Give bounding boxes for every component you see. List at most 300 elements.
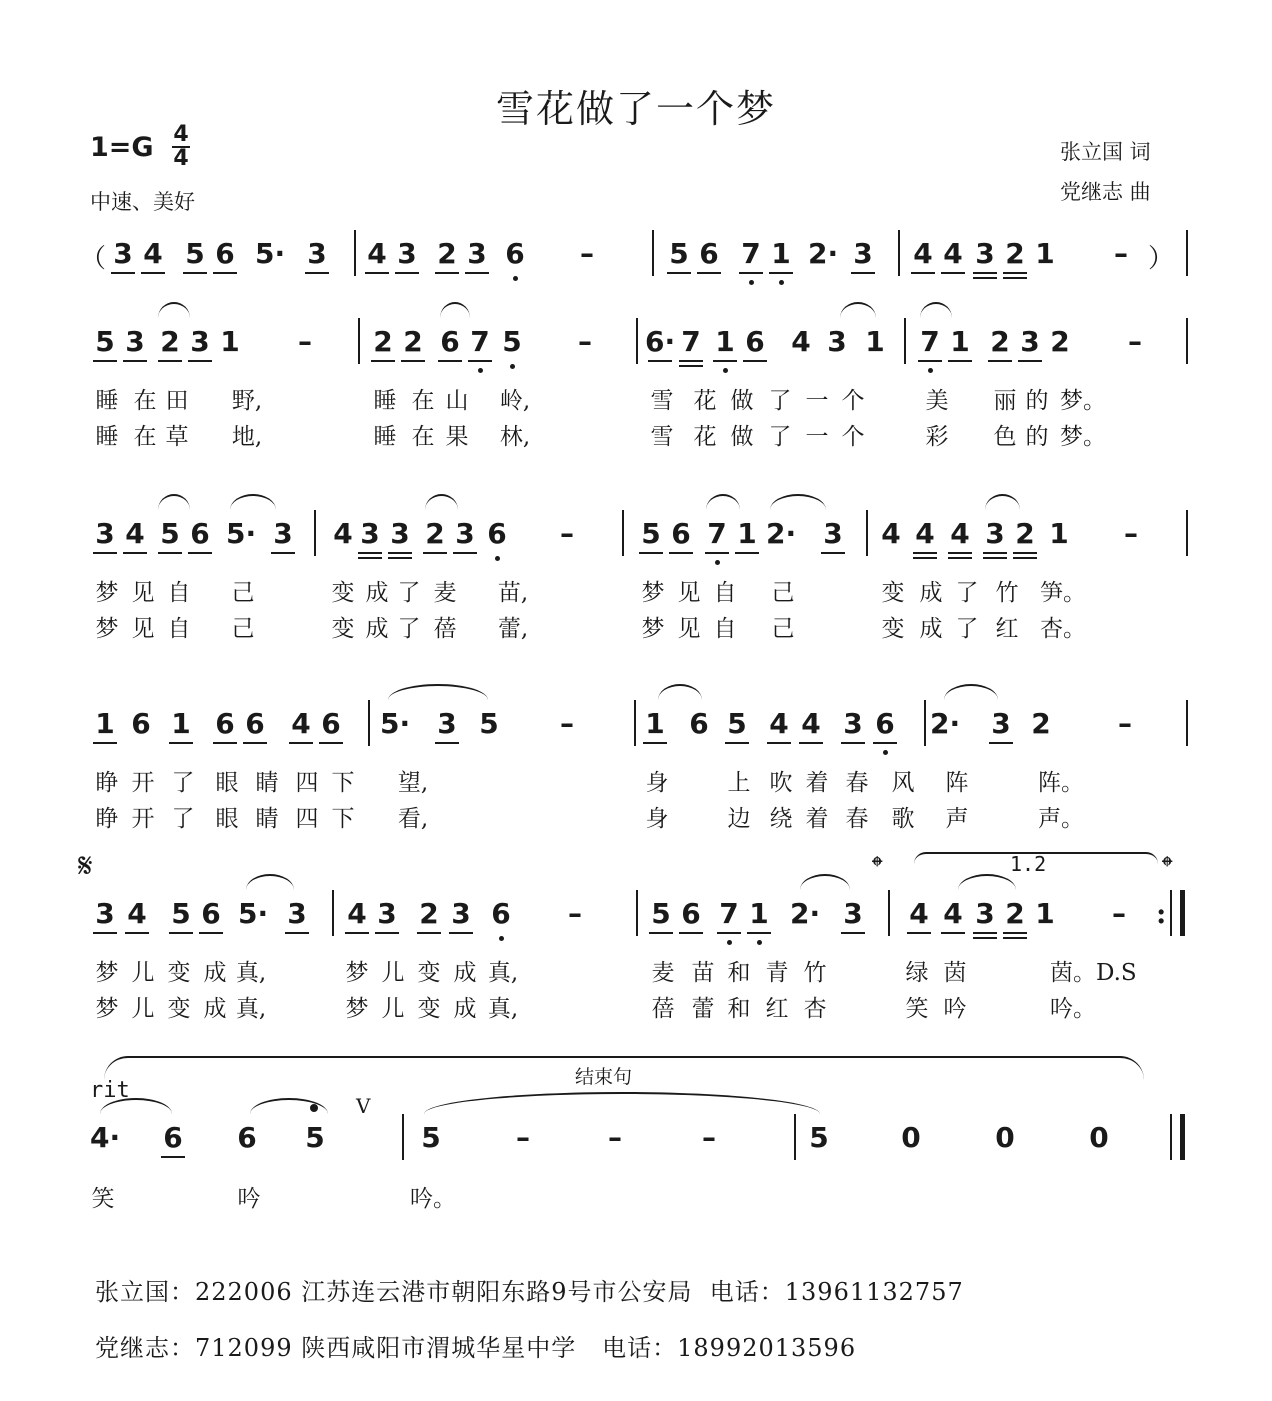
line-4-repeat-dots: : <box>1156 897 1167 930</box>
line-2-note: 3 <box>980 518 1010 550</box>
line-5-slur <box>424 1092 820 1114</box>
intro-note: 1 <box>1035 237 1055 270</box>
line-4-note: 3 <box>90 898 120 930</box>
line-2-slur <box>706 494 740 510</box>
line-2-verse2-lyric: 蕾, <box>497 616 529 642</box>
line-2-note: 4 <box>881 517 901 550</box>
line-3-verse1-lyric: 望, <box>397 770 429 796</box>
line-2-barline <box>314 510 316 556</box>
line-2-note: 4 <box>945 518 975 550</box>
line-1-verse1-lyric: 田 <box>165 388 189 414</box>
line-2-note: 6 <box>666 518 696 550</box>
line-2-verse1-lyric: 自 <box>167 580 191 606</box>
line-3-verse1-lyric: 吹 <box>769 770 793 796</box>
line-1-verse2-lyric: 彩 <box>925 424 949 450</box>
line-4-verse2-lyric: 吟 <box>943 996 967 1022</box>
line-1-note: 1 <box>865 325 885 358</box>
line-4-note: 3 <box>372 898 402 930</box>
intro-low-octave-dot <box>749 280 754 285</box>
line-4-verse1-lyric: 变 <box>167 960 191 986</box>
line-2-verse1-lyric: 自 <box>713 580 737 606</box>
line-2-slur <box>425 494 458 510</box>
line-1-verse1-lyric: 睡 <box>95 388 119 414</box>
line-2-verse1-lyric: 变 <box>331 580 355 606</box>
line-3-note: 3 <box>432 708 462 740</box>
line-4-barline <box>888 890 890 936</box>
line-2-low-octave-dot <box>495 556 500 561</box>
line-4-final-barline <box>1180 890 1185 936</box>
line-5-barline <box>1170 1114 1172 1160</box>
line-2-note: 7 <box>702 518 732 550</box>
line-1-verse1-lyric: 丽 <box>993 388 1017 414</box>
tempo-marking: 中速、美好 <box>90 190 195 214</box>
line-1-note: 7 <box>676 326 706 358</box>
line-1-verse2-lyric: 了 <box>768 424 792 450</box>
line-2-note: 3 <box>818 518 848 550</box>
line-3-barline <box>634 700 636 746</box>
line-2-note: 3 <box>90 518 120 550</box>
line-4-note: 2· <box>790 897 821 930</box>
line-2-verse1-lyric: 变 <box>881 580 905 606</box>
line-1-note: 1 <box>945 326 975 358</box>
line-4-verse1-lyric: 茵 <box>943 960 967 986</box>
line-4-note: 2 <box>414 898 444 930</box>
line-3-note: 6 <box>210 708 240 740</box>
intro-note: 5 <box>664 238 694 270</box>
line-2-verse1-lyric: 梦 <box>641 580 665 606</box>
coda-sign-right: 𝄌 <box>1162 850 1173 885</box>
line-4-note: – <box>568 897 582 930</box>
line-4-verse2-lyric: 儿 <box>381 996 405 1022</box>
line-1-slur <box>840 302 876 318</box>
line-4-verse2-lyric: 成 <box>203 996 227 1022</box>
line-3-verse2-lyric: 绕 <box>769 806 793 832</box>
line-2-note: 4 <box>120 518 150 550</box>
line-5-note: – <box>608 1121 622 1154</box>
line-4-note: 6 <box>196 898 226 930</box>
line-3-verse2-lyric: 声 <box>945 806 969 832</box>
line-2-note: 4 <box>333 517 353 550</box>
composer-credit: 党继志 曲 <box>1060 180 1151 204</box>
line-3-barline <box>924 700 926 746</box>
line-4-note: 6 <box>486 898 516 930</box>
line-1-note: 4 <box>791 325 811 358</box>
line-3-verse2-lyric: 身 <box>645 806 669 832</box>
line-1-note: – <box>578 325 592 358</box>
line-3-note: 5 <box>722 708 752 740</box>
line-4-verse1-lyric: 真, <box>487 960 519 986</box>
line-4-low-octave-dot <box>757 940 762 945</box>
line-4-note: 5 <box>166 898 196 930</box>
line-1-low-octave-dot <box>478 368 483 373</box>
line-3-verse1-lyric: 着 <box>805 770 829 796</box>
intro-note: 3 <box>392 238 422 270</box>
line-4-verse1-lyric: 竹 <box>803 960 827 986</box>
line-2-note: 6 <box>185 518 215 550</box>
time-top: 4 <box>173 122 189 147</box>
line-2-verse2-lyric: 杏。 <box>1040 616 1086 642</box>
line-1-verse1-lyric: 花 <box>693 388 717 414</box>
intro-note: 4 <box>362 238 392 270</box>
line-2-verse2-lyric: 成 <box>365 616 389 642</box>
line-3-verse1-lyric: 身 <box>645 770 669 796</box>
line-4-note: 4 <box>938 898 968 930</box>
line-1-end-barline <box>1186 318 1188 364</box>
line-3-verse1-lyric: 下 <box>331 770 355 796</box>
line-3-verse2-lyric: 睛 <box>255 806 279 832</box>
line-3-note: 5· <box>380 707 411 740</box>
line-1-verse1-lyric: 山 <box>445 388 469 414</box>
line-1-note: 6 <box>435 326 465 358</box>
line-4-verse1-lyric: 梦 <box>95 960 119 986</box>
line-3-verse1-lyric: 了 <box>171 770 195 796</box>
intro-note: 4 <box>138 238 168 270</box>
line-4-note: 7 <box>714 898 744 930</box>
line-5-note: 4· <box>90 1121 121 1154</box>
line-3-end-barline <box>1186 700 1188 746</box>
line-1-verse2-lyric: 在 <box>411 424 435 450</box>
line-3-slur <box>658 684 702 700</box>
line-1-low-octave-dot <box>510 364 515 369</box>
breath-mark: V <box>356 1094 371 1118</box>
line-3-note: 1 <box>166 708 196 740</box>
line-1-verse1-lyric: 岭, <box>499 388 531 414</box>
line-5-note: – <box>702 1121 716 1154</box>
line-1-verse2-lyric: 地, <box>231 424 263 450</box>
line-2-verse2-lyric: 自 <box>713 616 737 642</box>
line-1-verse1-lyric: 睡 <box>373 388 397 414</box>
line-5-barline <box>794 1114 796 1160</box>
line-1-note: 7 <box>465 326 495 358</box>
line-4-verse1-lyric: 青 <box>765 960 789 986</box>
line-4-verse2-lyric: 变 <box>167 996 191 1022</box>
line-3-note: 4 <box>764 708 794 740</box>
line-1-verse2-lyric: 一 <box>805 424 829 450</box>
line-4-verse2-lyric: 儿 <box>131 996 155 1022</box>
line-5-note: 5 <box>305 1121 325 1154</box>
line-1-verse1-lyric: 美 <box>925 388 949 414</box>
line-2-note: – <box>1124 517 1138 550</box>
line-2-note: 3 <box>450 518 480 550</box>
footer-line-composer: 党继志：712099 陕西咸阳市渭城华星中学 电话：18992013596 <box>95 1334 857 1362</box>
line-1-verse1-lyric: 了 <box>768 388 792 414</box>
intro-note: 2· <box>808 237 839 270</box>
line-1-note: 2 <box>368 326 398 358</box>
intro-note: 4 <box>908 238 938 270</box>
line-3-verse2-lyric: 下 <box>331 806 355 832</box>
line-3-note: 4 <box>286 708 316 740</box>
line-2-note: 2 <box>1010 518 1040 550</box>
line-4-verse1-lyric: 真, <box>235 960 267 986</box>
line-1-verse1-lyric: 梦。 <box>1060 388 1106 414</box>
intro-note: – <box>580 237 594 270</box>
intro-end-barline <box>1186 230 1188 276</box>
line-1-verse2-lyric: 的 <box>1025 424 1049 450</box>
line-2-slur <box>230 494 276 510</box>
ending-label: 结束句 <box>575 1066 633 1088</box>
intro-note: 3 <box>970 238 1000 270</box>
line-2-note: 3 <box>268 518 298 550</box>
line-1-verse2-lyric: 色 <box>993 424 1017 450</box>
line-3-note: 6 <box>689 707 709 740</box>
line-4-slur <box>958 874 1016 890</box>
line-4-verse1-lyric: 麦 <box>651 960 675 986</box>
line-5-note: 5 <box>421 1121 441 1154</box>
line-2-note: 3 <box>385 518 415 550</box>
line-4-verse2-lyric: 梦 <box>95 996 119 1022</box>
line-5-fermata <box>310 1104 318 1112</box>
intro-note: 6 <box>210 238 240 270</box>
line-3-note: 6 <box>870 708 900 740</box>
line-1-verse1-lyric: 做 <box>730 388 754 414</box>
line-1-verse2-lyric: 睡 <box>373 424 397 450</box>
line-3-note: – <box>560 707 574 740</box>
time-signature <box>171 124 191 170</box>
intro-note: 3 <box>462 238 492 270</box>
line-4-verse2-lyric: 真, <box>487 996 519 1022</box>
line-3-note: 2· <box>930 707 961 740</box>
line-3-note: 6 <box>131 707 151 740</box>
line-4-slur <box>246 874 294 890</box>
segno-sign: 𝄋 <box>78 846 93 886</box>
line-4-note: 4 <box>122 898 152 930</box>
intro-note: 5 <box>180 238 210 270</box>
line-3-verse1-lyric: 春 <box>845 770 869 796</box>
line-3-verse2-lyric: 四 <box>295 806 319 832</box>
intro-note: 1 <box>766 238 796 270</box>
line-1-verse2-lyric: 梦。 <box>1060 424 1106 450</box>
line-4-barline <box>636 890 638 936</box>
line-2-verse2-lyric: 己 <box>771 616 795 642</box>
intro-note: 2 <box>1000 238 1030 270</box>
line-4-note: 4 <box>342 898 372 930</box>
line-1-note: – <box>1128 325 1142 358</box>
intro-note: 7 <box>736 238 766 270</box>
line-5-verse1-lyric: 笑 <box>91 1186 115 1212</box>
volta-label: 1.2 <box>1010 852 1047 876</box>
line-3-note: 4 <box>796 708 826 740</box>
line-1-verse2-lyric: 草 <box>165 424 189 450</box>
line-2-verse2-lyric: 了 <box>955 616 979 642</box>
line-2-verse2-lyric: 变 <box>881 616 905 642</box>
footer-line-lyricist: 张立国：222006 江苏连云港市朝阳东路9号市公安局 电话：13961132757 <box>95 1278 964 1306</box>
line-2-verse2-lyric: 自 <box>167 616 191 642</box>
intro-note: 6 <box>694 238 724 270</box>
line-1-barline <box>358 318 360 364</box>
line-4-verse2-lyric: 红 <box>765 996 789 1022</box>
line-3-verse2-lyric: 开 <box>131 806 155 832</box>
line-5-final-barline <box>1180 1114 1185 1160</box>
line-1-note: 7 <box>915 326 945 358</box>
line-4-verse1-lyric: 苗 <box>691 960 715 986</box>
line-1-verse2-lyric: 果 <box>445 424 469 450</box>
line-4-verse1-lyric: 成 <box>453 960 477 986</box>
intro-note: 3 <box>302 238 332 270</box>
line-5-verse1-lyric: 吟。 <box>410 1186 456 1212</box>
line-2-verse2-lyric: 梦 <box>95 616 119 642</box>
rit-marking: rit <box>90 1078 130 1103</box>
line-3-verse2-lyric: 看, <box>397 806 429 832</box>
line-1-note: 3 <box>1015 326 1045 358</box>
line-1-note: 3 <box>120 326 150 358</box>
intro-note: 4 <box>938 238 968 270</box>
line-2-note: 1 <box>1049 517 1069 550</box>
line-2-verse1-lyric: 己 <box>771 580 795 606</box>
line-3-note: 6 <box>316 708 346 740</box>
line-1-verse1-lyric: 个 <box>841 388 865 414</box>
line-4-note: 2 <box>1000 898 1030 930</box>
intro-note: 5· <box>255 237 286 270</box>
line-4-note: 4 <box>904 898 934 930</box>
line-1-verse1-lyric: 的 <box>1025 388 1049 414</box>
line-4-verse2-lyric: 梦 <box>345 996 369 1022</box>
line-2-verse1-lyric: 见 <box>131 580 155 606</box>
line-3-note: 1 <box>90 708 120 740</box>
line-4-verse2-lyric: 和 <box>727 996 751 1022</box>
line-4-verse1-lyric: 成 <box>203 960 227 986</box>
line-3-note: – <box>1118 707 1132 740</box>
line-1-verse1-lyric: 一 <box>805 388 829 414</box>
line-2-verse1-lyric: 了 <box>955 580 979 606</box>
intro-close-paren: ） <box>1148 244 1175 274</box>
line-5-note: – <box>516 1121 530 1154</box>
line-3-verse2-lyric: 着 <box>805 806 829 832</box>
line-1-verse1-lyric: 雪 <box>650 388 674 414</box>
line-2-verse2-lyric: 见 <box>131 616 155 642</box>
intro-barline <box>354 230 356 276</box>
line-1-verse2-lyric: 林, <box>499 424 531 450</box>
line-1-note: 3 <box>827 325 847 358</box>
line-4-verse2-lyric: 蓓 <box>651 996 675 1022</box>
line-3-note: 1 <box>640 708 670 740</box>
line-3-verse2-lyric: 声。 <box>1038 806 1084 832</box>
line-5-note: 0 <box>1089 1121 1109 1154</box>
line-3-verse2-lyric: 歌 <box>891 806 915 832</box>
line-2-verse2-lyric: 见 <box>677 616 701 642</box>
line-1-slur <box>920 302 952 318</box>
line-2-note: – <box>560 517 574 550</box>
line-2-barline <box>622 510 624 556</box>
intro-low-octave-dot <box>779 280 784 285</box>
line-3-verse1-lyric: 上 <box>727 770 751 796</box>
line-2-note: 5 <box>636 518 666 550</box>
line-1-barline <box>904 318 906 364</box>
line-2-note: 3 <box>355 518 385 550</box>
line-2-note: 2 <box>420 518 450 550</box>
line-1-verse1-lyric: 在 <box>133 388 157 414</box>
line-3-note: 2 <box>1031 707 1051 740</box>
line-4-low-octave-dot <box>499 936 504 941</box>
line-2-verse1-lyric: 苗, <box>497 580 529 606</box>
line-5-note: 0 <box>901 1121 921 1154</box>
line-4-low-octave-dot <box>727 940 732 945</box>
intro-note: 6 <box>500 238 530 270</box>
coda-sign-left: 𝄌 <box>872 850 883 885</box>
line-3-verse1-lyric: 风 <box>891 770 915 796</box>
line-2-verse2-lyric: 蓓 <box>433 616 457 642</box>
line-1-note: 2 <box>155 326 185 358</box>
line-1-note: 2 <box>985 326 1015 358</box>
line-3-verse1-lyric: 睛 <box>255 770 279 796</box>
song-title: 雪花做了一个梦 <box>495 87 776 131</box>
line-4-barline <box>332 890 334 936</box>
intro-low-octave-dot <box>513 276 518 281</box>
line-3-verse1-lyric: 睁 <box>95 770 119 796</box>
line-4-verse2-lyric: 杏 <box>803 996 827 1022</box>
line-1-verse2-lyric: 在 <box>133 424 157 450</box>
intro-note: – <box>1114 237 1128 270</box>
line-2-slur <box>985 494 1020 510</box>
line-2-low-octave-dot <box>715 560 720 565</box>
line-2-verse2-lyric: 己 <box>231 616 255 642</box>
line-2-verse2-lyric: 梦 <box>641 616 665 642</box>
line-3-verse2-lyric: 了 <box>171 806 195 832</box>
line-2-verse1-lyric: 了 <box>397 580 421 606</box>
intro-barline <box>652 230 654 276</box>
line-3-slur <box>388 684 488 700</box>
line-4-note: 3 <box>282 898 312 930</box>
line-3-verse1-lyric: 眼 <box>215 770 239 796</box>
line-2-verse2-lyric: 红 <box>995 616 1019 642</box>
line-2-verse1-lyric: 竹 <box>995 580 1019 606</box>
line-2-note: 5 <box>155 518 185 550</box>
line-2-note: 1 <box>732 518 762 550</box>
line-3-barline <box>368 700 370 746</box>
line-1-note: 6 <box>740 326 770 358</box>
line-2-verse1-lyric: 成 <box>365 580 389 606</box>
line-5-note: 6 <box>237 1121 257 1154</box>
line-1-verse2-lyric: 花 <box>693 424 717 450</box>
line-2-verse2-lyric: 变 <box>331 616 355 642</box>
lyricist-credit: 张立国 词 <box>1060 140 1151 164</box>
line-3-verse2-lyric: 边 <box>727 806 751 832</box>
line-1-note: 3 <box>185 326 215 358</box>
intro-open-paren: （ <box>80 244 107 274</box>
line-3-verse1-lyric: 四 <box>295 770 319 796</box>
line-4-verse1-lyric: 梦 <box>345 960 369 986</box>
line-4-verse2-lyric: 真, <box>235 996 267 1022</box>
line-3-note: 5 <box>479 707 499 740</box>
line-4-verse2-lyric: 吟。 <box>1050 996 1096 1022</box>
time-bottom: 4 <box>173 146 189 171</box>
line-1-verse2-lyric: 睡 <box>95 424 119 450</box>
line-3-note: 3 <box>838 708 868 740</box>
line-1-note: 2 <box>398 326 428 358</box>
line-3-note: 6 <box>240 708 270 740</box>
intro-note: 2 <box>432 238 462 270</box>
line-4-verse1-lyric: 茵。D.S <box>1050 960 1137 986</box>
line-2-barline <box>866 510 868 556</box>
line-3-verse1-lyric: 阵 <box>945 770 969 796</box>
line-4-verse2-lyric: 蕾 <box>691 996 715 1022</box>
line-1-low-octave-dot <box>928 368 933 373</box>
line-3-verse2-lyric: 眼 <box>215 806 239 832</box>
line-1-note: 6· <box>645 325 676 358</box>
line-4-note: 3 <box>838 898 868 930</box>
intro-note: 3 <box>108 238 138 270</box>
line-1-verse2-lyric: 个 <box>841 424 865 450</box>
line-4-verse1-lyric: 儿 <box>131 960 155 986</box>
line-4-note: 3 <box>446 898 476 930</box>
line-2-note: 2· <box>766 517 797 550</box>
line-4-note: 5· <box>238 897 269 930</box>
line-5-note: 0 <box>995 1121 1015 1154</box>
line-1-note: 2 <box>1050 325 1070 358</box>
line-4-verse2-lyric: 变 <box>417 996 441 1022</box>
line-1-low-octave-dot <box>723 368 728 373</box>
line-4-note: 3 <box>970 898 1000 930</box>
line-4-repeat-barline <box>1170 890 1172 936</box>
